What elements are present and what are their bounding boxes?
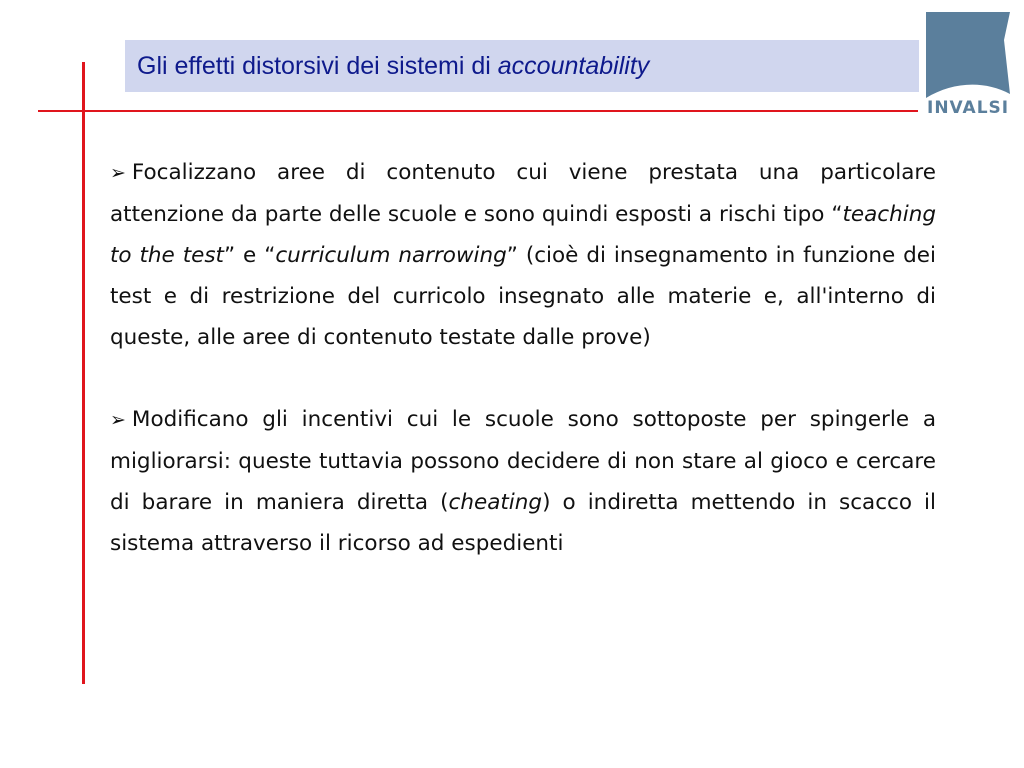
quote-mark: ” <box>506 243 518 268</box>
quote-mark: ” <box>223 243 236 268</box>
title-prefix: Gli effetti distorsivi dei sistemi di <box>137 51 498 80</box>
bullet-text: e <box>235 243 265 268</box>
emphasis-term: teaching to the test <box>110 202 936 268</box>
red-vertical-rule <box>82 62 85 684</box>
emphasis-term: cheating <box>448 490 543 515</box>
logo-text: INVALSI <box>927 98 1010 118</box>
bullet-text: ) o indiretta mettendo in scacco il sistema attraverso il ricorso ad espedienti <box>110 490 937 556</box>
list-item <box>110 399 936 564</box>
red-horizontal-rule <box>38 110 918 112</box>
emphasis-term: curriculum narrowing <box>275 243 507 268</box>
bullet-text: (cioè di insegnamento in funzione dei test e di restrizione del curricolo insegnato alle materie e, all'interno di queste, alle aree di contenuto testate dalle prove) <box>110 243 936 350</box>
slide-title <box>137 52 649 81</box>
bullet-text: Focalizzano aree di contenuto cui viene prestata una particolare attenzione da parte delle scuole e sono quindi esposti a rischi tipo <box>110 160 936 227</box>
title-emphasis: accountability <box>497 51 650 80</box>
arrow-bullet-icon: ➢ <box>110 409 126 431</box>
bullet-list <box>110 152 936 564</box>
quote-mark: “ <box>831 202 843 227</box>
quote-mark: “ <box>264 243 276 268</box>
arrow-bullet-icon: ➢ <box>110 162 126 184</box>
bullet-text: Modificano gli incentivi cui le scuole sono sottoposte per spingerle a migliorarsi: queste tuttavia possono decidere di non stare al gioco e cercare di barare in maniera diretta ( <box>110 407 936 515</box>
title-banner <box>125 40 919 92</box>
list-item <box>110 152 936 358</box>
